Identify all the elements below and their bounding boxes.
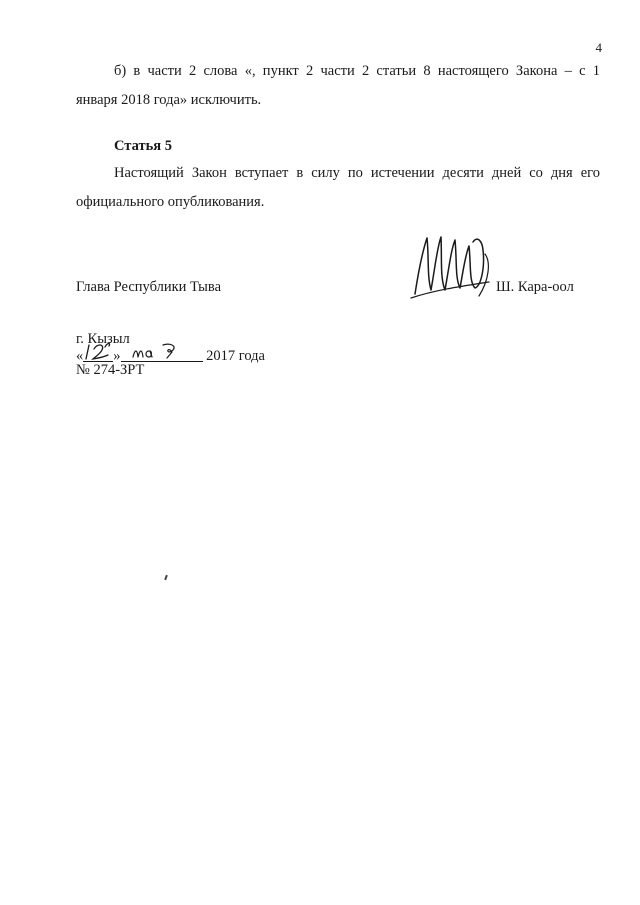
page-number: 4 bbox=[595, 40, 602, 55]
scan-speck bbox=[164, 575, 168, 580]
date-day-field bbox=[83, 346, 113, 362]
paragraph-b-line-1: б) в части 2 слова «, пункт 2 части 2 статьи 8 настоящего Закона – с 1 bbox=[114, 63, 600, 79]
law-number: № 274-ЗРТ bbox=[76, 362, 145, 378]
place-of-signing: г. Кызыл bbox=[76, 331, 130, 347]
article-text bbox=[76, 159, 600, 217]
handwritten-signature bbox=[405, 228, 493, 306]
date-month-field bbox=[121, 346, 203, 362]
signatory-position: Глава Республики Тыва bbox=[76, 279, 222, 295]
paragraph-b-line-2: января 2018 года» исключить. bbox=[76, 92, 262, 108]
date-open-quote: « bbox=[76, 348, 84, 364]
article-text-line-2: официального опубликования. bbox=[76, 194, 265, 210]
date-close-quote: » bbox=[113, 348, 121, 364]
handwritten-month bbox=[121, 341, 203, 363]
date-year: 2017 года bbox=[206, 348, 265, 364]
paragraph-b bbox=[76, 57, 600, 115]
handwritten-day bbox=[83, 341, 113, 363]
signatory-name: Ш. Кара-оол bbox=[496, 279, 574, 295]
article-heading: Статья 5 bbox=[114, 138, 172, 154]
article-text-line-1: Настоящий Закон вступает в силу по истечении десяти дней со дня его bbox=[114, 165, 600, 181]
